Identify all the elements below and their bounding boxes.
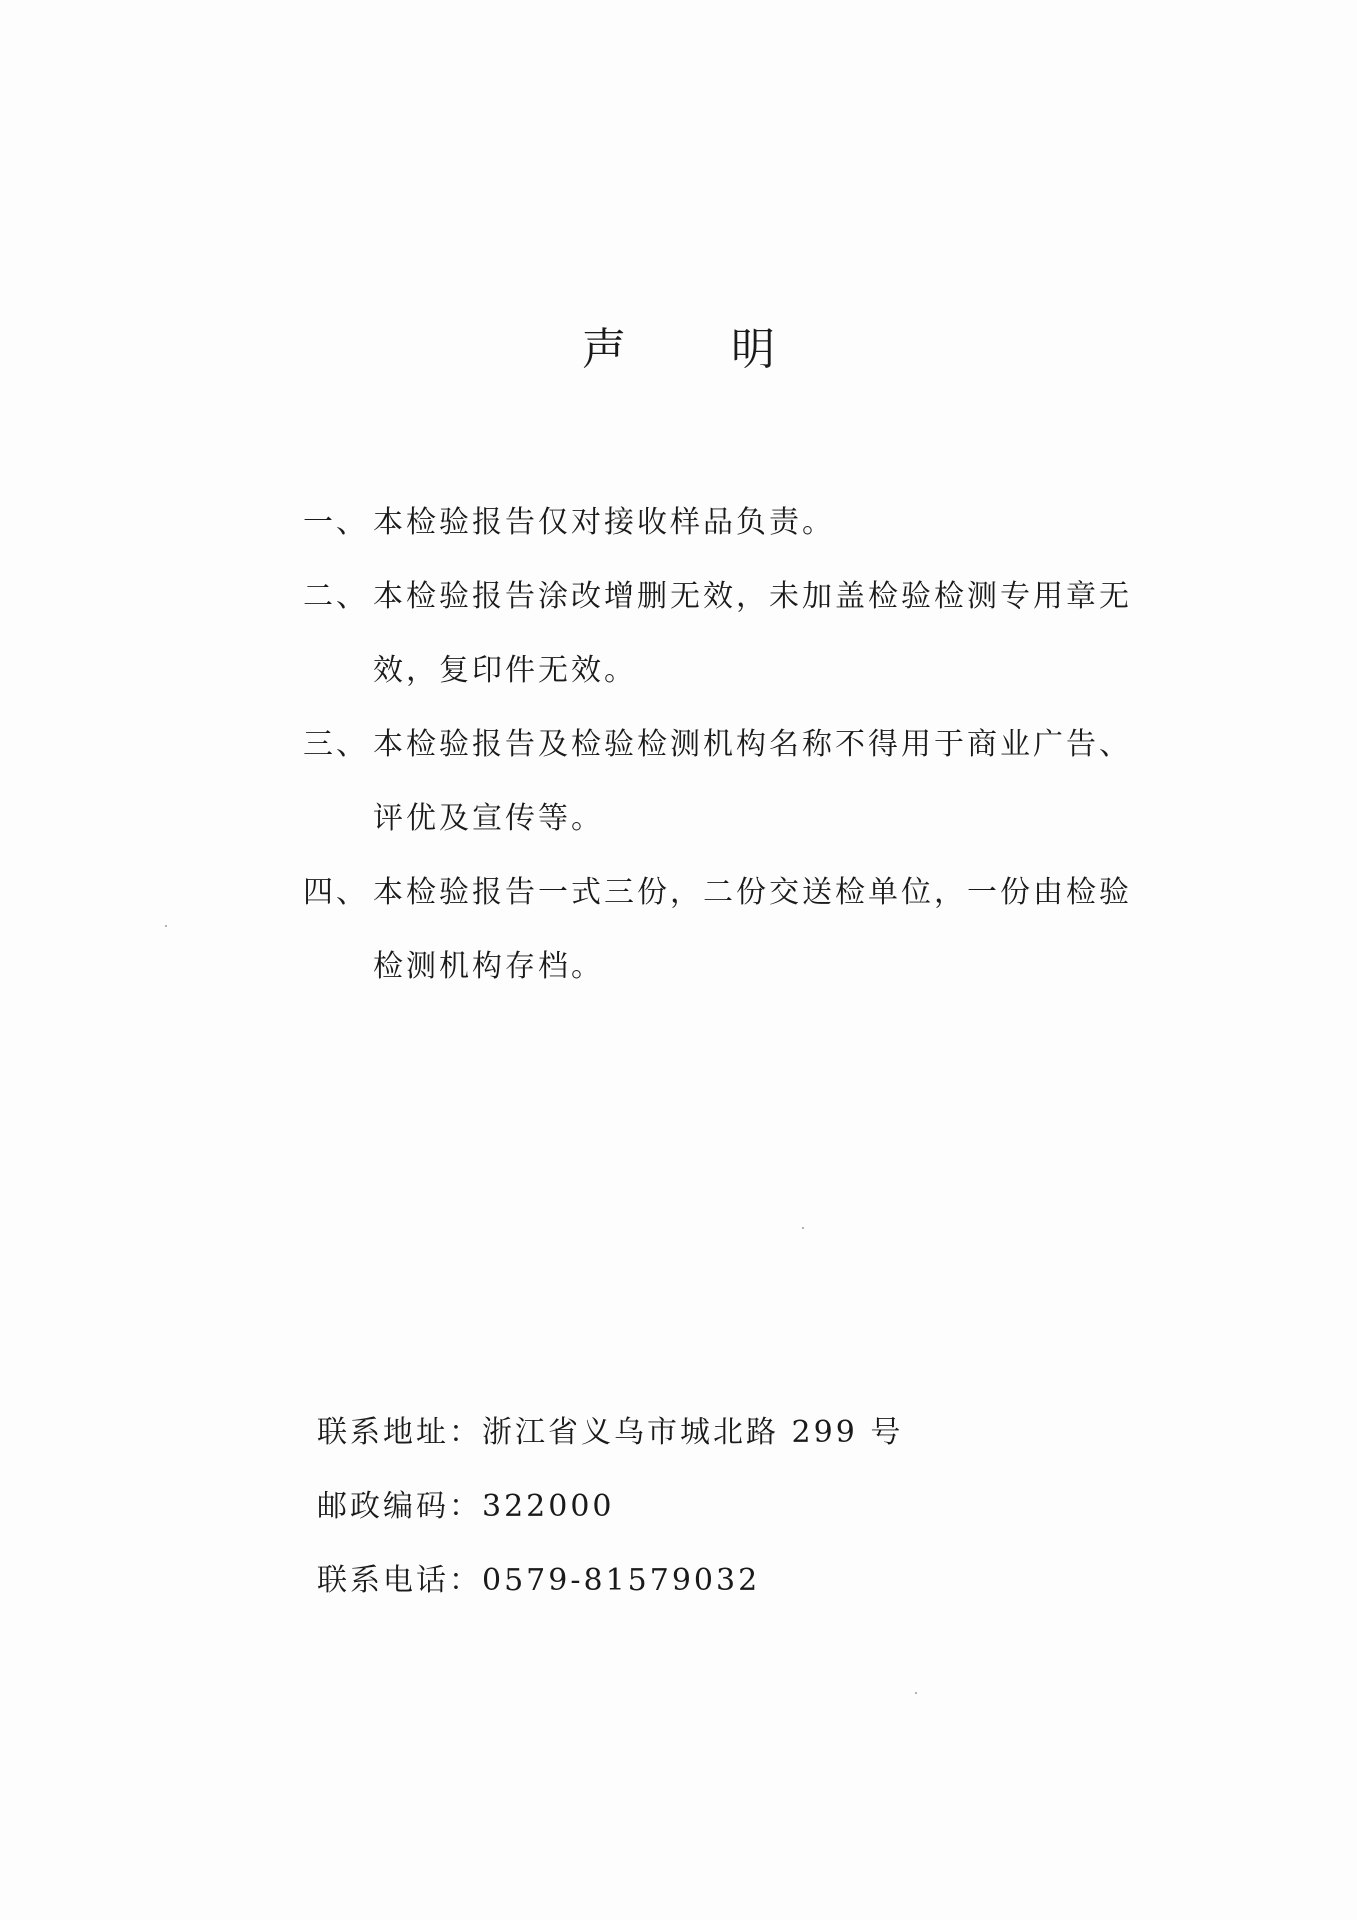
clause-text: 本检验报告涂改增删无效，未加盖检验检测专用章无效，复印件无效。 xyxy=(373,579,1132,688)
statement-clause-1 xyxy=(303,486,1163,560)
address-value: 浙江省义乌市城北路 299 号 xyxy=(482,1415,904,1450)
contact-address xyxy=(317,1396,903,1470)
phone-label: 联系电话： xyxy=(317,1563,482,1598)
statement-clause-4 xyxy=(303,856,1163,1004)
page-title-char-2: 明 xyxy=(731,324,775,375)
statement-clause-3 xyxy=(303,708,1163,856)
clause-text: 本检验报告及检验检测机构名称不得用于商业广告、评优及宣传等。 xyxy=(373,727,1132,836)
clause-text: 本检验报告仅对接收样品负责。 xyxy=(373,505,835,540)
clause-number: 三、 xyxy=(303,727,369,762)
contact-postcode xyxy=(317,1470,903,1544)
contact-phone xyxy=(317,1544,903,1618)
contact-info xyxy=(317,1396,903,1618)
clause-number: 二、 xyxy=(303,579,369,614)
statement-clauses xyxy=(303,486,1163,1004)
scan-speck xyxy=(165,925,167,927)
postcode-value: 322000 xyxy=(482,1489,615,1524)
page-title-char-1: 声 xyxy=(582,324,626,375)
postcode-label: 邮政编码： xyxy=(317,1489,482,1524)
scan-speck xyxy=(802,1227,804,1229)
address-label: 联系地址： xyxy=(317,1415,482,1450)
clause-text: 本检验报告一式三份，二份交送检单位，一份由检验检测机构存档。 xyxy=(373,875,1132,984)
scan-speck xyxy=(915,1692,917,1694)
page-title xyxy=(0,318,1357,382)
clause-number: 一、 xyxy=(303,505,369,540)
statement-clause-2 xyxy=(303,560,1163,708)
phone-value: 0579-81579032 xyxy=(482,1563,761,1598)
clause-number: 四、 xyxy=(303,875,369,910)
